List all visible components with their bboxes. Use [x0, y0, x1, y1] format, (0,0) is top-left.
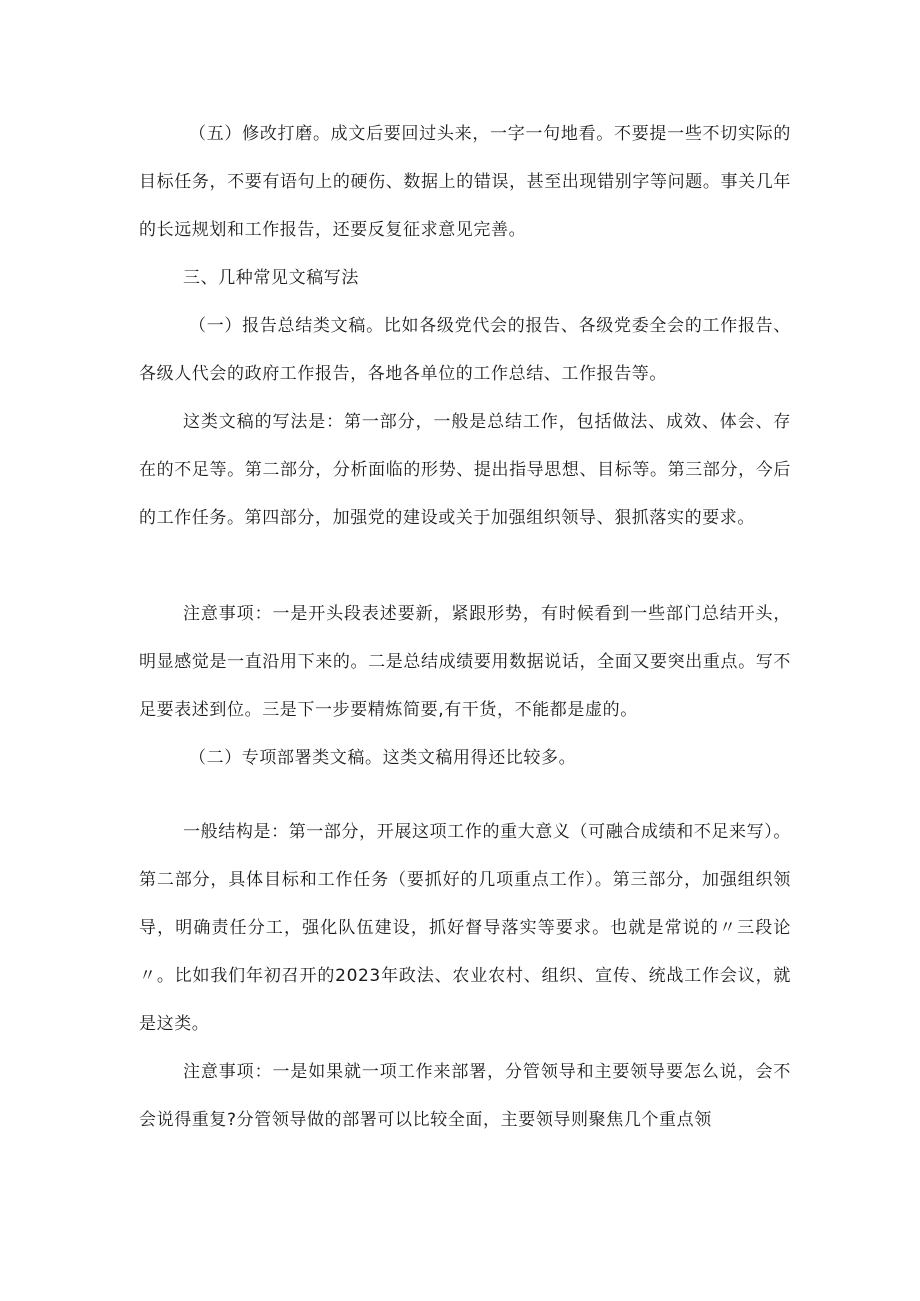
paragraph-revise-polish: （五）修改打磨。成文后要回过头来，一字一句地看。不要提一些不切实际的目标任务，不要有语句上的硬伤、数据上的错误，甚至出现错别字等问题。事关几年的长远规划和工作报告，还要反复征求意见完善。 — [139, 124, 791, 240]
paragraph-notes-two: 注意事项：一是如果就一项工作来部署，分管领导和主要领导要怎么说，会不会说得重复?分管领导做的部署可以比较全面，主要领导则聚焦几个重点领 — [139, 1062, 791, 1130]
paragraph-writing-method: 这类文稿的写法是：第一部分，一般是总结工作，包括做法、成效、体会、存在的不足等。第二部分，分析面临的形势、提出指导思想、目标等。第三部分，今后的工作任务。第四部分，加强党的建设或关于加强组织领导、狠抓落实的要求。 — [139, 412, 791, 528]
paragraph-special-deployment: （二）专项部署类文稿。这类文稿用得还比较多。 — [189, 748, 577, 768]
paragraph-report-summary: （一）报告总结类文稿。比如各级党代会的报告、各级党委全会的工作报告、各级人代会的政府工作报告，各地各单位的工作总结、工作报告等。 — [139, 316, 791, 384]
paragraph-notes-one: 注意事项：一是开头段表述要新，紧跟形势，有时候看到一些部门总结开头，明显感觉是一直沿用下来的。二是总结成绩要用数据说话，全面又要突出重点。写不足要表述到位。三是下一步要精炼简要,有干货，不能都是虚的。 — [139, 604, 791, 720]
paragraph-general-structure: 一般结构是：第一部分，开展这项工作的重大意义（可融合成绩和不足来写）。第二部分，具体目标和工作任务（要抓好的几项重点工作）。第三部分，加强组织领导，明确责任分工，强化队伍建设，抓好督导落实等要求。也就是常说的〃三段论〃。比如我们年初召开的2023年政法、农业农村、组织、宣传、统战工作会议，就是这类。 — [139, 822, 791, 1034]
section-heading-three: 三、几种常见文稿写法 — [183, 268, 359, 288]
